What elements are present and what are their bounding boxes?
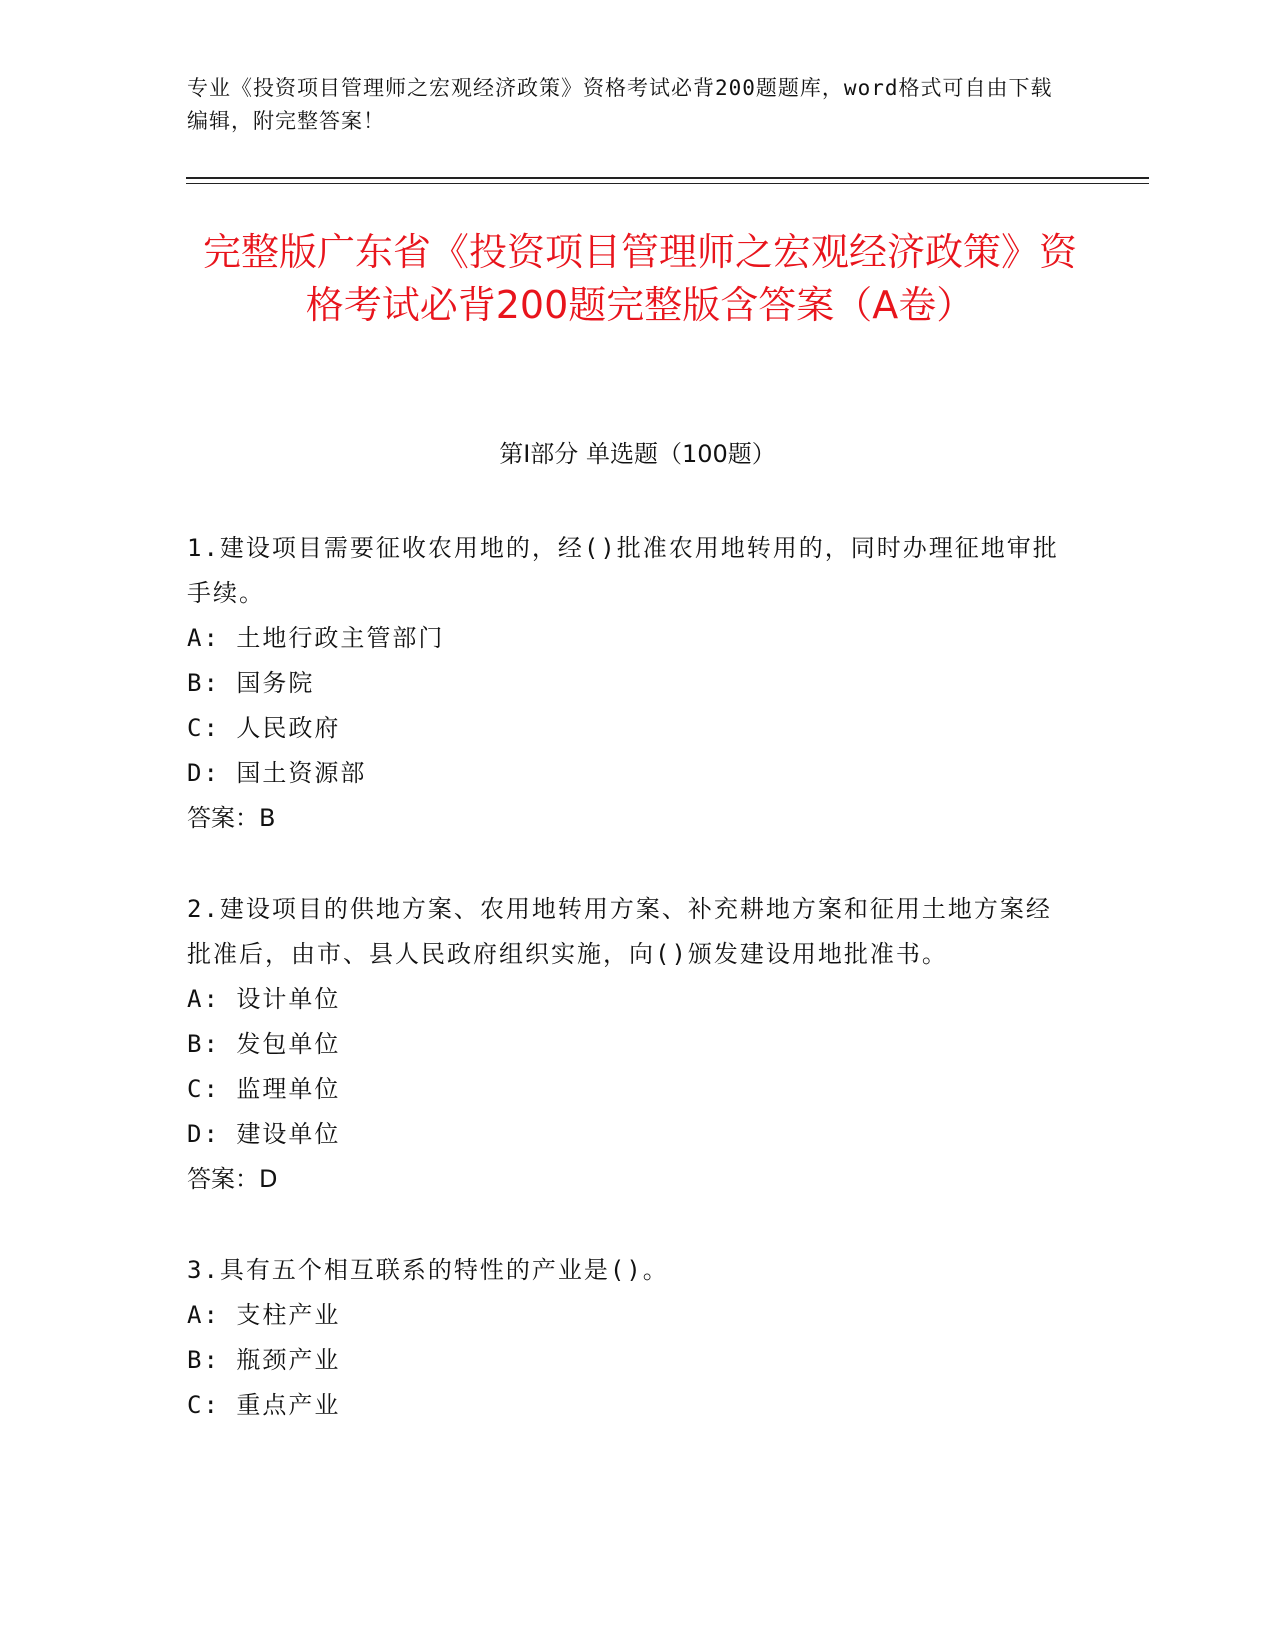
question-list — [187, 526, 1067, 1474]
question-stem: 2.建设项目的供地方案、农用地转用方案、补充耕地方案和征用土地方案经批准后，由市、县人民政府组织实施，向()颁发建设用地批准书。 — [187, 895, 1052, 968]
option-b: B: 国务院 — [187, 669, 315, 697]
option-d: D: 国土资源部 — [187, 759, 367, 787]
answer: 答案：D — [187, 1165, 278, 1193]
option-c: C: 监理单位 — [187, 1075, 341, 1103]
option-a: A: 设计单位 — [187, 985, 341, 1013]
question-stem: 3.具有五个相互联系的特性的产业是()。 — [187, 1256, 669, 1284]
option-c: C: 重点产业 — [187, 1391, 341, 1419]
question-stem: 1.建设项目需要征收农用地的，经()批准农用地转用的，同时办理征地审批手续。 — [187, 534, 1059, 607]
question-2 — [187, 887, 1067, 1202]
header-rule-thin — [186, 183, 1149, 184]
header-note: 专业《投资项目管理师之宏观经济政策》资格考试必背200题题库，word格式可自由下载编辑，附完整答案！ — [187, 76, 1053, 133]
option-b: B: 发包单位 — [187, 1030, 341, 1058]
option-a: A: 支柱产业 — [187, 1301, 341, 1329]
section-heading: 第I部分 单选题（100题） — [499, 440, 776, 468]
answer: 答案：B — [187, 804, 276, 832]
option-c: C: 人民政府 — [187, 714, 341, 742]
question-3 — [187, 1248, 1067, 1428]
option-b: B: 瓶颈产业 — [187, 1346, 341, 1374]
document-title: 完整版广东省《投资项目管理师之宏观经济政策》资格考试必背200题完整版含答案（A卷） — [202, 230, 1077, 327]
option-a: A: 土地行政主管部门 — [187, 624, 445, 652]
question-1 — [187, 526, 1067, 841]
header-rule-thick — [186, 177, 1149, 179]
option-d: D: 建设单位 — [187, 1120, 341, 1148]
